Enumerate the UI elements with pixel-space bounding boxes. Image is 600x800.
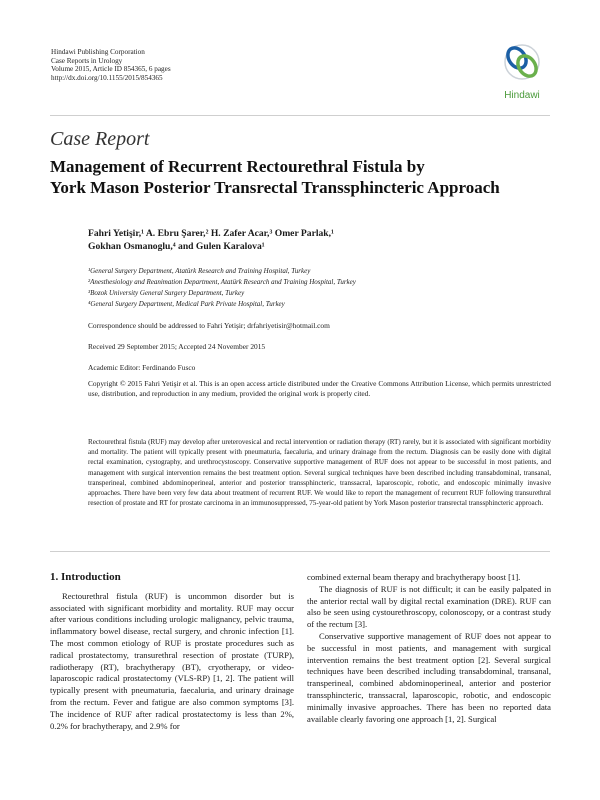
body-paragraph: combined external beam therapy and brachytherapy boost [1].	[307, 572, 521, 582]
affiliation: ⁴General Surgery Department, Medical Park Private Hospital, Turkey	[88, 300, 285, 308]
author-list	[88, 227, 508, 253]
article-title	[50, 156, 570, 198]
article-type: Case Report	[50, 128, 150, 150]
abstract-divider	[50, 551, 550, 552]
body-paragraph: The diagnosis of RUF is not difficult; it can be easily palpated in the anterior rectal wall by digital rectal examination (DRE). RUF can also be seen using cystourethroscopy, colonoscopy, or a contrast study of the rectum [3].	[307, 583, 551, 630]
received-accepted-dates: Received 29 September 2015; Accepted 24 November 2015	[88, 342, 266, 351]
authors-line: Fahri Yetişir,¹ A. Ebru Şarer,² H. Zafer Acar,³ Omer Parlak,¹	[88, 228, 334, 239]
journal-header	[51, 48, 171, 82]
academic-editor: Academic Editor: Ferdinando Fusco	[88, 363, 196, 372]
doi-link[interactable]: http://dx.doi.org/10.1155/2015/854365	[51, 73, 163, 82]
header-divider	[50, 115, 550, 116]
right-column	[307, 572, 551, 725]
affiliation: ²Anesthesiology and Reanimation Department, Atatürk Research and Training Hospital, Turkey	[88, 278, 356, 286]
authors-line: Gokhan Osmanoglu,⁴ and Gulen Karalova¹	[88, 241, 265, 252]
abstract: Rectourethral fistula (RUF) may develop after ureterovesical and rectal intervention or radiation therapy (RT) rarely, but it is associated with significant morbidity and mortality. The patient will typically present with pneumaturia, faecaluria, and urinary drainage from the rectum. Diagnosis can be easily done with digital rectal examination, cystography, and urethrocystoscopy. Conservative supportive management of RUF does not appear to be successful in most patients, and management with surgical intervention remains the best treatment option. Several surgical techniques have been described including transabdominal, transanal, transperineal, combined abdominoperineal, anterior and posterior transsphincteric, transsacral, laparoscopic, robotic, and endoscopic minimally invasive approaches. There have been very few data about treatment of recurrent RUF. We would like to report the management of recurrent RUF following transurethral resection of prostate and RT for prostate carcinoma in an immunosuppressed, 75-year-old patient by York Mason posterior transrectal transsphincteric approach.	[88, 438, 551, 508]
hindawi-wordmark: Hindawi	[504, 90, 540, 101]
hindawi-logo-icon	[500, 40, 544, 88]
publisher-name: Hindawi Publishing Corporation	[51, 48, 145, 56]
title-line: Management of Recurrent Rectourethral Fistula by	[50, 157, 425, 176]
journal-name: Case Reports in Urology	[51, 56, 123, 65]
left-column	[50, 572, 294, 732]
volume-info: Volume 2015, Article ID 854365, 6 pages	[51, 65, 171, 74]
affiliations	[88, 266, 538, 310]
affiliation: ¹General Surgery Department, Atatürk Research and Training Hospital, Turkey	[88, 267, 311, 275]
section-heading: 1. Introduction	[50, 571, 121, 583]
body-paragraph: Conservative supportive management of RUF does not appear to be successful in most patients, and management with surgical intervention remains the best treatment option [2]. Several surgical techniques have been described including transabdominal, transanal, transperineal, combined abdominoperineal, anterior and posterior transsphincteric, transsacral, laparoscopic, robotic, and endoscopic minimally invasive approaches. There has been no reported data available clearly favoring one approach [1, 2]. Surgical	[307, 630, 551, 724]
affiliation: ³Bozok University General Surgery Department, Turkey	[88, 289, 245, 297]
body-paragraph: Rectourethral fistula (RUF) is uncommon disorder but is associated with significant morbidity and mortality. RUF may occur after various conditions including urologic malignancy, pelvic trauma, inflammatory bowel disease, rectal surgery, and chronic infection [1]. The most common etiology of RUF is prostate procedures such as radical prostatectomy, transurethral resection of prostate (TURP), radiotherapy (RT), brachytherapy (BT), cryotherapy, or video-laparoscopic radical prostatectomy (VLS-RP) [1, 2]. The patient will typically present with pneumaturia, faecaluria, and urinary drainage from the rectum. Fever and fatigue are also common symptoms [3]. The incidence of RUF after radical prostatectomy is less than 2%, 0.2% for brachytherapy, and 2.9% for	[50, 590, 294, 731]
title-line: York Mason Posterior Transrectal Transsphincteric Approach	[50, 178, 500, 197]
hindawi-logo	[500, 40, 544, 106]
correspondence-note: Correspondence should be addressed to Fahri Yetişir; drfahriyetisir@hotmail.com	[88, 321, 330, 330]
copyright-notice: Copyright © 2015 Fahri Yetişir et al. This is an open access article distributed under the Creative Commons Attribution License, which permits unrestricted use, distribution, and reproduction in any medium, provided the original work is properly cited.	[88, 379, 551, 398]
